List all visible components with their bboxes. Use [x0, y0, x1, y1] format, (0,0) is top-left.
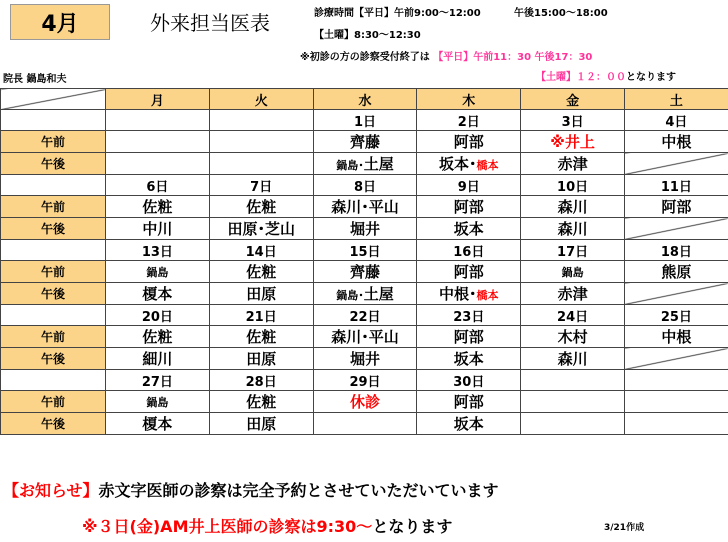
doctor-cell: 齊藤: [313, 261, 417, 283]
date-cell: 25日: [624, 305, 728, 326]
day-header: 火: [209, 89, 313, 110]
doctor-cell: [313, 413, 417, 435]
doctor-cell: 堀井: [313, 348, 417, 370]
day-header: 木: [417, 89, 521, 110]
date-cell: 29日: [313, 370, 417, 391]
doctor-cell: 齊藤: [313, 131, 417, 153]
last-accept-note: [300, 48, 592, 63]
doctor-cell: 阿部: [417, 326, 521, 348]
doctor-cell: [106, 153, 210, 175]
doctor-cell: 中根: [624, 131, 728, 153]
date-row-label: [1, 370, 106, 391]
doctor-cell: [313, 283, 417, 305]
date-cell: 10日: [521, 175, 625, 196]
doctor-cell: 佐粧: [209, 196, 313, 218]
doctor-cell: 坂本: [417, 348, 521, 370]
doctor-cell: 佐粧: [209, 391, 313, 413]
month-label: 4月: [10, 4, 110, 40]
doctor-cell: 森川: [521, 196, 625, 218]
pm-label: 午後: [1, 283, 106, 305]
notice2-suffix: となります: [372, 517, 453, 536]
date-cell: 23日: [417, 305, 521, 326]
doctor-cell: [417, 153, 521, 175]
date-cell: 3日: [521, 110, 625, 131]
date-row: [1, 305, 728, 326]
date-row-label: [1, 305, 106, 326]
doctor-cell: [417, 283, 521, 305]
doctor-cell: 佐粧: [106, 196, 210, 218]
pm-row: [1, 283, 728, 305]
doctor-cell: 休診: [313, 391, 417, 413]
doctor-cell: 中川: [106, 218, 210, 240]
date-row: [1, 110, 728, 131]
doctor-cell: 田原: [209, 413, 313, 435]
date-cell: 21日: [209, 305, 313, 326]
hours-saturday: 【土曜】8:30～12:30: [314, 30, 421, 41]
last-accept-sat-time: 【土曜】１２：００: [536, 72, 626, 83]
pm-label: 午後: [1, 413, 106, 435]
doctor-reserved: 橋本: [476, 289, 499, 302]
am-label: 午前: [1, 131, 106, 153]
date-cell: 18日: [624, 240, 728, 261]
page-title: 外来担当医表: [150, 10, 270, 35]
date-cell: 13日: [106, 240, 210, 261]
last-accept-prefix: ※初診の方の診察受付終了は: [300, 52, 430, 63]
notice-inoue: [82, 514, 452, 537]
doctor-cell: ※井上: [521, 131, 625, 153]
doctor-cell: 鍋島: [106, 391, 210, 413]
last-accept-sat-suffix: となります: [626, 72, 676, 83]
date-row-label: [1, 175, 106, 196]
doctor-cell: 堀井: [313, 218, 417, 240]
doctor-prefix: 鍋島･: [336, 289, 364, 302]
am-row: [1, 391, 728, 413]
am-row: [1, 326, 728, 348]
doctor-cell: 田原･芝山: [209, 218, 313, 240]
am-row: [1, 196, 728, 218]
am-row: [1, 261, 728, 283]
date-cell: 20日: [106, 305, 210, 326]
doctor-cell: [313, 153, 417, 175]
pm-row: [1, 153, 728, 175]
doctor-cell: [624, 283, 728, 305]
day-header: 土: [624, 89, 728, 110]
doctor-cell: 鍋島: [521, 261, 625, 283]
doctor-cell: 佐粧: [106, 326, 210, 348]
doctor-name: 中根･: [439, 285, 477, 303]
date-cell: 7日: [209, 175, 313, 196]
doctor-cell: [521, 413, 625, 435]
date-row-label: [1, 240, 106, 261]
am-row: [1, 131, 728, 153]
date-cell: [521, 370, 625, 391]
doctor-cell: 赤津: [521, 283, 625, 305]
doctor-cell: [624, 413, 728, 435]
doctor-cell: [624, 348, 728, 370]
date-row-label: [1, 110, 106, 131]
pm-row: [1, 218, 728, 240]
doctor-cell: [106, 131, 210, 153]
date-row: [1, 175, 728, 196]
date-row: [1, 240, 728, 261]
date-cell: 22日: [313, 305, 417, 326]
date-cell: [624, 370, 728, 391]
doctor-cell: 坂本: [417, 413, 521, 435]
doctor-cell: 阿部: [417, 131, 521, 153]
corner-cell: [1, 89, 106, 110]
date-cell: 11日: [624, 175, 728, 196]
doctor-cell: [624, 218, 728, 240]
doctor-cell: 木村: [521, 326, 625, 348]
date-cell: 15日: [313, 240, 417, 261]
notice-text: 赤文字医師の診察は完全予約とさせていただいています: [98, 481, 499, 500]
date-cell: 2日: [417, 110, 521, 131]
doctor-cell: 森川: [521, 218, 625, 240]
doctor-cell: 田原: [209, 348, 313, 370]
notice2-prefix: ※３日(金)AM井上医師の診察は: [82, 517, 317, 536]
doctor-name: 土屋: [363, 155, 394, 173]
am-label: 午前: [1, 261, 106, 283]
doctor-cell: 佐粧: [209, 326, 313, 348]
created-date: 3/21作成: [604, 523, 645, 533]
doctor-name: 坂本･: [439, 155, 477, 173]
director-name: 院長 鍋島和夫: [3, 74, 67, 85]
day-header: 金: [521, 89, 625, 110]
doctor-cell: [209, 153, 313, 175]
doctor-cell: 榎本: [106, 283, 210, 305]
doctor-cell: [521, 391, 625, 413]
date-cell: [209, 110, 313, 131]
doctor-cell: 鍋島: [106, 261, 210, 283]
date-cell: 14日: [209, 240, 313, 261]
doctor-cell: [624, 391, 728, 413]
doctor-cell: 中根: [624, 326, 728, 348]
doctor-cell: [624, 153, 728, 175]
pm-row: [1, 348, 728, 370]
pm-label: 午後: [1, 348, 106, 370]
doctor-cell: 佐粧: [209, 261, 313, 283]
pm-label: 午後: [1, 153, 106, 175]
date-cell: 30日: [417, 370, 521, 391]
doctor-cell: 熊原: [624, 261, 728, 283]
doctor-prefix: 鍋島･: [336, 159, 364, 172]
date-cell: 17日: [521, 240, 625, 261]
doctor-cell: [209, 131, 313, 153]
doctor-cell: 阿部: [417, 391, 521, 413]
doctor-cell: 森川･平山: [313, 326, 417, 348]
day-header-row: [1, 89, 728, 110]
date-cell: 8日: [313, 175, 417, 196]
doctor-reserved: 橋本: [476, 159, 499, 172]
pm-label: 午後: [1, 218, 106, 240]
hours-weekday: 診療時間【平日】午前9:00～12:00: [314, 8, 481, 19]
doctor-cell: 阿部: [624, 196, 728, 218]
doctor-cell: 坂本: [417, 218, 521, 240]
last-accept-weekday: 【平日】午前11：30 午後17：30: [433, 52, 593, 63]
doctor-name: 土屋: [363, 285, 394, 303]
hours-pm: 午後15:00～18:00: [514, 8, 608, 19]
doctor-cell: 榎本: [106, 413, 210, 435]
doctor-cell: 赤津: [521, 153, 625, 175]
am-label: 午前: [1, 196, 106, 218]
schedule-table: [0, 88, 728, 435]
am-label: 午前: [1, 326, 106, 348]
date-cell: 27日: [106, 370, 210, 391]
doctor-cell: 森川: [521, 348, 625, 370]
doctor-cell: 細川: [106, 348, 210, 370]
date-cell: 4日: [624, 110, 728, 131]
date-cell: 28日: [209, 370, 313, 391]
doctor-cell: 田原: [209, 283, 313, 305]
date-cell: [106, 110, 210, 131]
day-header: 水: [313, 89, 417, 110]
date-cell: 1日: [313, 110, 417, 131]
pm-row: [1, 413, 728, 435]
date-cell: 16日: [417, 240, 521, 261]
notice-reservation: [3, 478, 499, 501]
doctor-cell: 阿部: [417, 261, 521, 283]
date-cell: 24日: [521, 305, 625, 326]
date-row: [1, 370, 728, 391]
notice-label: 【お知らせ】: [3, 481, 99, 500]
notice2-time: 9:30～: [316, 517, 373, 536]
day-header: 月: [106, 89, 210, 110]
last-accept-saturday: [536, 68, 676, 83]
doctor-cell: 阿部: [417, 196, 521, 218]
am-label: 午前: [1, 391, 106, 413]
date-cell: 6日: [106, 175, 210, 196]
date-cell: 9日: [417, 175, 521, 196]
doctor-cell: 森川･平山: [313, 196, 417, 218]
